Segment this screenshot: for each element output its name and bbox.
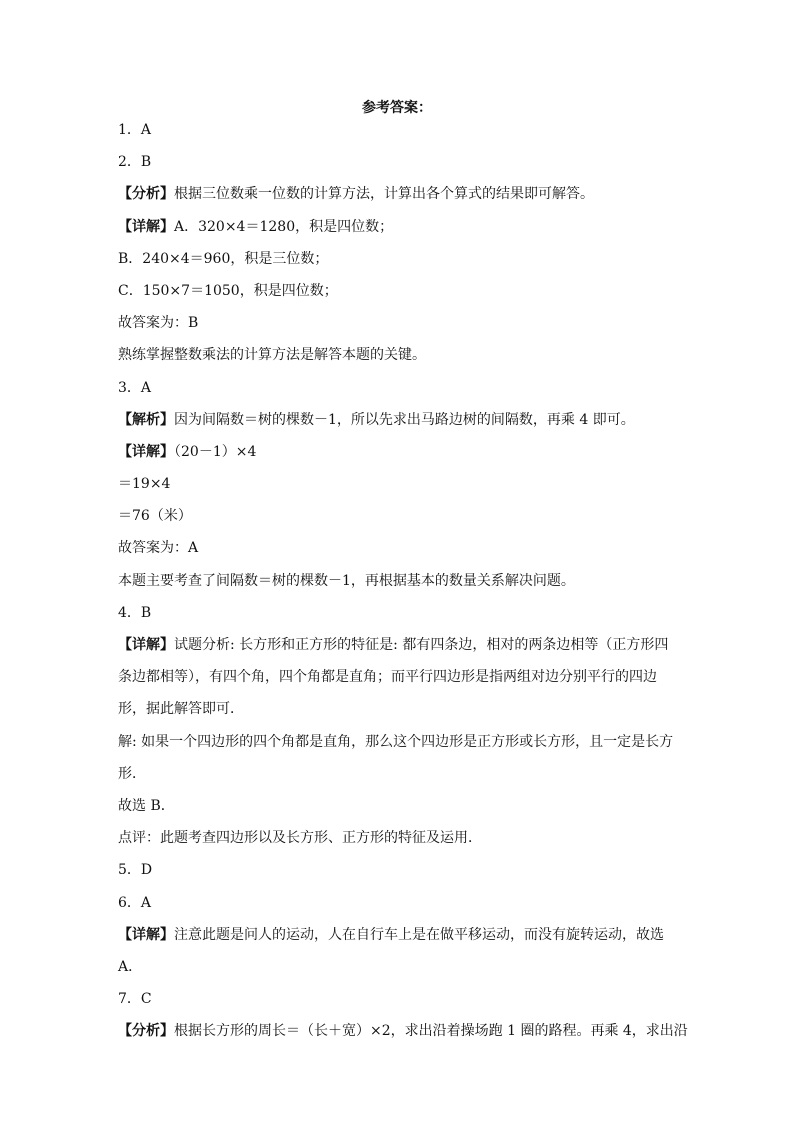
line-text: 熟练掌握整数乘法的计算方法是解答本题的关键。 [118,347,426,364]
line-text: 6．A [118,894,152,911]
answer-line [118,860,678,880]
line-text: 故答案为：A [118,540,199,557]
answer-content [118,120,688,1054]
section-tag: 【详解】 [118,926,174,943]
answer-line [118,281,678,301]
answer-line [118,184,678,204]
line-text: B．240×4＝960，积是三位数； [118,250,329,267]
line-text: 3．A [118,379,152,396]
line-text: 根据长方形的周长＝（长＋宽）×2，求出沿着操场跑 1 圈的路程。再乘 4，求出沿 [174,1023,688,1040]
answer-line [118,474,678,494]
section-tag: 【详解】 [118,218,174,235]
answer-line [118,217,678,237]
answer-line [118,629,678,726]
answer-line [118,442,678,462]
answer-line [118,726,678,790]
answer-line [118,828,678,848]
line-text: 点评：此题考查四边形以及长方形、正方形的特征及运用． [118,830,482,847]
line-text: 1．A [118,122,152,138]
answer-line [118,796,678,816]
line-text: 解: 如果一个四边形的四个角都是直角，那么这个四边形是正方形或长方形，且一定是长方形． [118,733,674,782]
section-tag: 【解析】 [118,411,174,428]
answer-line [118,989,678,1009]
answer-line [118,538,678,558]
line-text: A．320×4＝1280，积是四位数； [174,218,394,235]
line-text: ＝19×4 [118,476,171,493]
line-text: 本题主要考查了间隔数＝树的棵数－1，再根据基本的数量关系解决问题。 [118,572,575,589]
line-text: ＝76（米） [118,508,192,525]
line-text: 2．B [118,154,152,171]
line-text: （20－1）×4 [174,443,257,460]
answer-line [118,152,678,172]
answer-line [118,249,678,269]
section-tag: 【分析】 [118,186,174,203]
line-text: C．150×7＝1050，积是四位数； [118,282,338,299]
answer-line [118,345,678,365]
answer-line [118,571,678,591]
line-text: 5．D [118,862,153,879]
page-title: 参考答案： [362,100,432,116]
line-text: 注意此题是问人的运动，人在自行车上是在做平移运动，而没有旋转运动，故选 A． [118,926,664,975]
line-text: 试题分析: 长方形和正方形的特征是: 都有四条边，相对的两条边相等（正方形四条边都相等），有四个角，四个角都是直角；而平行四边形是指两组对边分别平行的四边形，据此解答即可． [118,637,669,718]
line-text: 根据三位数乘一位数的计算方法，计算出各个算式的结果即可解答。 [174,186,594,203]
line-text: 4．B [118,604,152,621]
section-tag: 【详解】 [118,637,174,653]
answer-line [118,313,678,333]
answer-line [118,378,678,398]
answer-line [118,603,678,623]
line-text: 因为间隔数＝树的棵数－1，所以先求出马路边树的间隔数，再乘 4 即可。 [174,411,635,428]
answer-line [118,506,678,526]
section-tag: 【分析】 [118,1023,174,1040]
answer-line [118,410,678,430]
answer-line [118,1021,688,1041]
section-tag: 【详解】 [118,443,174,460]
line-text: 故答案为：B [118,315,199,332]
answer-line [118,893,678,913]
line-text: 7．C [118,991,152,1008]
answer-line [118,120,678,140]
answer-line [118,919,678,983]
line-text: 故选 B． [118,798,175,815]
